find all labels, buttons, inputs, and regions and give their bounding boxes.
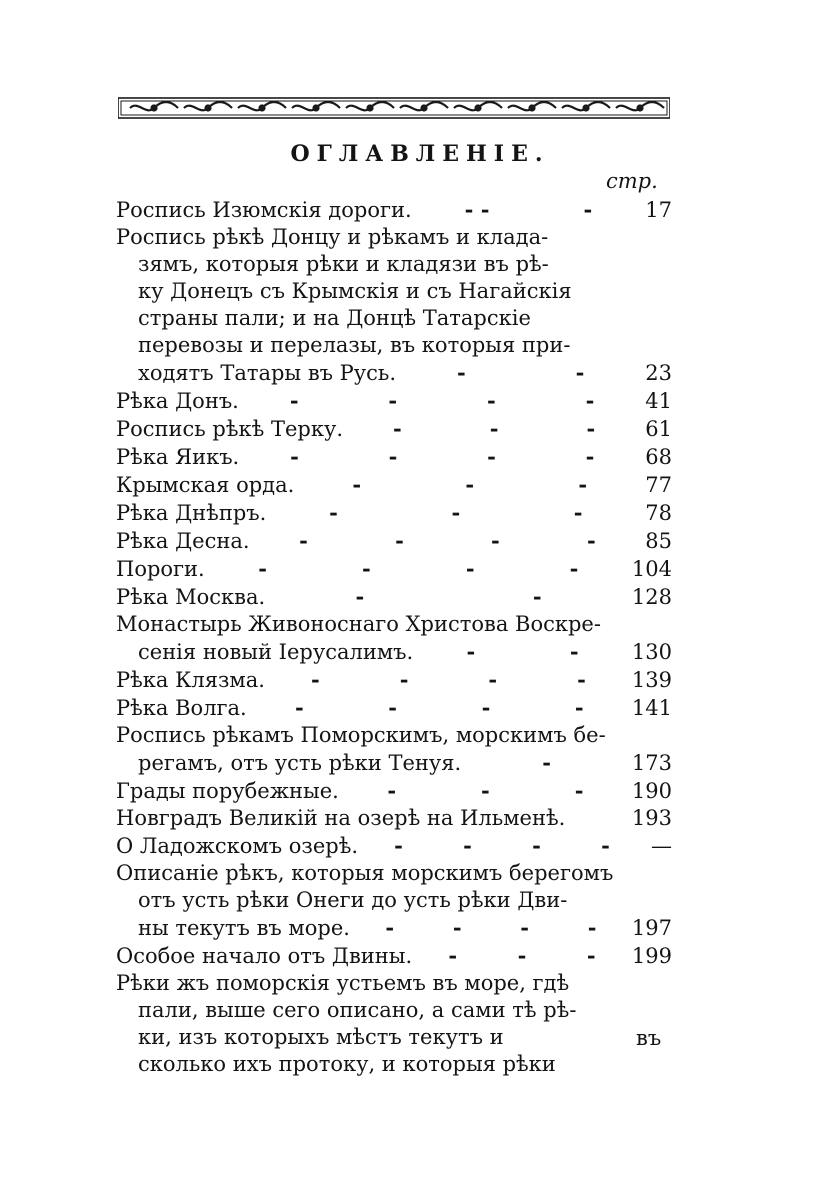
toc-entry-text: Новградъ Великiй на озерѣ на Ильменѣ. — [116, 806, 566, 830]
toc-entry — [116, 970, 672, 1078]
toc-entry-text: Пороги. — [116, 557, 205, 581]
toc-entry — [116, 666, 672, 694]
toc-entry-line — [116, 305, 672, 332]
toc-entry-line — [116, 722, 672, 749]
toc-entry-line — [116, 471, 672, 499]
leader-dashes: - - - — [329, 500, 583, 525]
leader-dashes: - - - - — [289, 388, 595, 413]
toc-entry-text: Рѣка Волга. — [116, 696, 247, 720]
page-number: 139 — [631, 668, 672, 692]
toc-entry — [116, 860, 672, 942]
leader-dashes: - - - — [352, 472, 588, 497]
leader-dashes: - - - - — [295, 695, 584, 720]
catchword: въ — [636, 1026, 662, 1050]
toc-entry-text: отъ усть рѣки Онеги до усть рѣки Дви- — [138, 888, 568, 912]
toc-entry-text: Рѣка Десна. — [116, 529, 250, 553]
leader-dashes: - - — [355, 584, 542, 609]
leader-dashes: - - - - — [258, 556, 579, 581]
toc-entry — [116, 471, 672, 499]
toc-entry-line — [116, 387, 672, 415]
page-number: 77 — [645, 473, 672, 497]
leader-dashes: - - - - — [385, 915, 597, 940]
toc-entry-line — [116, 860, 672, 887]
toc-entry-line — [116, 443, 672, 471]
toc-entry-text: перевозы и перелазы, въ которыя при- — [138, 333, 571, 357]
toc-entry — [116, 942, 672, 970]
page-number: 23 — [645, 361, 672, 385]
toc-entry-text: ны текутъ въ море. — [138, 916, 350, 940]
page-number: 199 — [631, 944, 672, 968]
page-title: ОГЛАВЛЕНIЕ. — [290, 141, 550, 167]
toc-entry-line — [116, 583, 672, 611]
toc-entry — [116, 777, 672, 805]
toc-entry-line — [116, 332, 672, 359]
page-number: 78 — [645, 501, 672, 525]
page-number: 85 — [645, 529, 672, 553]
toc-entry — [116, 527, 672, 555]
leader-dashes: - - - — [387, 778, 584, 803]
toc-entry-text: Роспись Изюмскiя дороги. — [116, 198, 412, 222]
leader-dashes: - - - — [448, 943, 596, 968]
toc-entry-line — [116, 555, 672, 583]
toc-entry — [116, 555, 672, 583]
toc-entry-line — [116, 749, 672, 777]
toc-entry-line — [116, 527, 672, 555]
page-number: 197 — [631, 916, 672, 940]
toc-entry-text: Рѣка Донъ. — [116, 389, 239, 413]
toc-entry — [116, 387, 672, 415]
toc-entry-line — [116, 1024, 672, 1051]
page-number: 173 — [631, 751, 672, 775]
leader-dashes: - - - - — [299, 528, 596, 553]
page-number: 104 — [631, 557, 672, 581]
toc-entry-text: Рѣки жъ поморскiя устьемъ въ море, гдѣ — [116, 971, 570, 995]
toc-entry — [116, 611, 672, 666]
toc-entry-text: О Ладожскомъ озерѣ. — [116, 834, 359, 858]
toc-entry-text: Роспись рѣкѣ Терку. — [116, 417, 344, 441]
toc-entry-line — [116, 832, 672, 860]
toc-entry-line — [116, 1051, 672, 1078]
toc-entry-text: Описанiе рѣкъ, которыя морскимъ берегомъ — [116, 861, 614, 885]
toc-entry — [116, 443, 672, 471]
toc-entry-line — [116, 251, 672, 278]
toc-entry — [116, 224, 672, 387]
toc-entry-text: пали, выше сего описано, а сами тѣ рѣ- — [138, 998, 577, 1022]
toc-entry-line — [116, 278, 672, 305]
leader-dashes: - - — [466, 639, 579, 664]
leader-dashes: - - - - — [310, 667, 586, 692]
page-number: 141 — [631, 696, 672, 720]
toc-entry-text: Особое начало отъ Двины. — [116, 944, 413, 968]
page-number: 193 — [631, 806, 672, 830]
toc-entry-text: Рѣка Москва. — [116, 585, 266, 609]
toc-entry-line — [116, 887, 672, 914]
toc-entry-text: Монастырь Живоноснаго Христова Воскре- — [116, 612, 601, 636]
toc-entry-text: регамъ, отъ усть рѣки Тенуя. — [138, 751, 462, 775]
toc-entry-text: Крымская орда. — [116, 473, 295, 497]
page-number: 128 — [631, 585, 672, 609]
toc-entry-text: страны пали; и на Донцѣ Татарскiе — [138, 306, 531, 330]
toc-entry-line — [116, 499, 672, 527]
toc-entry-text: Роспись рѣкамъ Поморскимъ, морскимъ бе- — [116, 723, 606, 747]
toc-entry-text: Роспись рѣкѣ Донцу и рѣкамъ и клада- — [116, 225, 549, 249]
toc-entry — [116, 832, 672, 860]
toc-entry-line — [116, 970, 672, 997]
toc-entry-line — [116, 638, 672, 666]
toc-entry-line — [116, 997, 672, 1024]
page-column-label: стр. — [606, 169, 658, 193]
toc-entry-line — [116, 415, 672, 443]
toc-entry — [116, 805, 672, 832]
toc-entry-text: Грады порубежные. — [116, 779, 339, 803]
toc-entry-line — [116, 224, 672, 251]
page-number: 190 — [631, 779, 672, 803]
toc-entry-text: Рѣка Клязма. — [116, 668, 265, 692]
toc-entry-text: ку Донецъ съ Крымскiя и съ Нагайскiя — [138, 279, 572, 303]
toc-entry — [116, 499, 672, 527]
toc-entry-text: ходятъ Татары въ Русь. — [138, 361, 397, 385]
toc-entry — [116, 694, 672, 722]
leader-dashes: - — [542, 750, 551, 775]
toc-entry-text: Рѣка Днѣпръ. — [116, 501, 267, 525]
page-number: 68 — [645, 445, 672, 469]
leader-dashes: - - - - — [290, 444, 595, 469]
toc-entry-line — [116, 777, 672, 805]
toc-entry-line — [116, 805, 672, 832]
page-number: 61 — [645, 417, 672, 441]
table-of-contents — [116, 196, 672, 1078]
toc-entry-line — [116, 359, 672, 387]
toc-entry-line — [116, 694, 672, 722]
toc-entry — [116, 722, 672, 777]
toc-entry — [116, 196, 672, 224]
toc-entry — [116, 583, 672, 611]
leader-dashes: - - - - — [394, 833, 610, 858]
toc-entry-line — [116, 196, 672, 224]
leader-dashes: - - — [456, 360, 585, 385]
toc-entry-text: зямъ, которыя рѣки и кладязи въ рѣ- — [138, 252, 549, 276]
toc-entry-text: сколько ихъ протоку, и которыя рѣки — [138, 1052, 556, 1076]
decorative-border-ornament — [118, 97, 670, 119]
toc-entry-line — [116, 942, 672, 970]
page-number: 41 — [645, 389, 672, 413]
toc-entry — [116, 415, 672, 443]
leader-dashes: - - - — [464, 197, 593, 222]
toc-entry-line — [116, 666, 672, 694]
toc-entry-line — [116, 914, 672, 942]
leader-dashes: - - - — [393, 416, 596, 441]
page-number: 17 — [645, 198, 672, 222]
toc-entry-text: Рѣка Яикъ. — [116, 445, 240, 469]
toc-entry-text: ки, изъ которыхъ мѣстъ текутъ и — [138, 1025, 504, 1049]
toc-entry-text: сенiя новый Iерусалимъ. — [138, 640, 414, 664]
page-number: 130 — [631, 640, 672, 664]
page-number: — — [651, 834, 672, 858]
toc-entry-line — [116, 611, 672, 638]
